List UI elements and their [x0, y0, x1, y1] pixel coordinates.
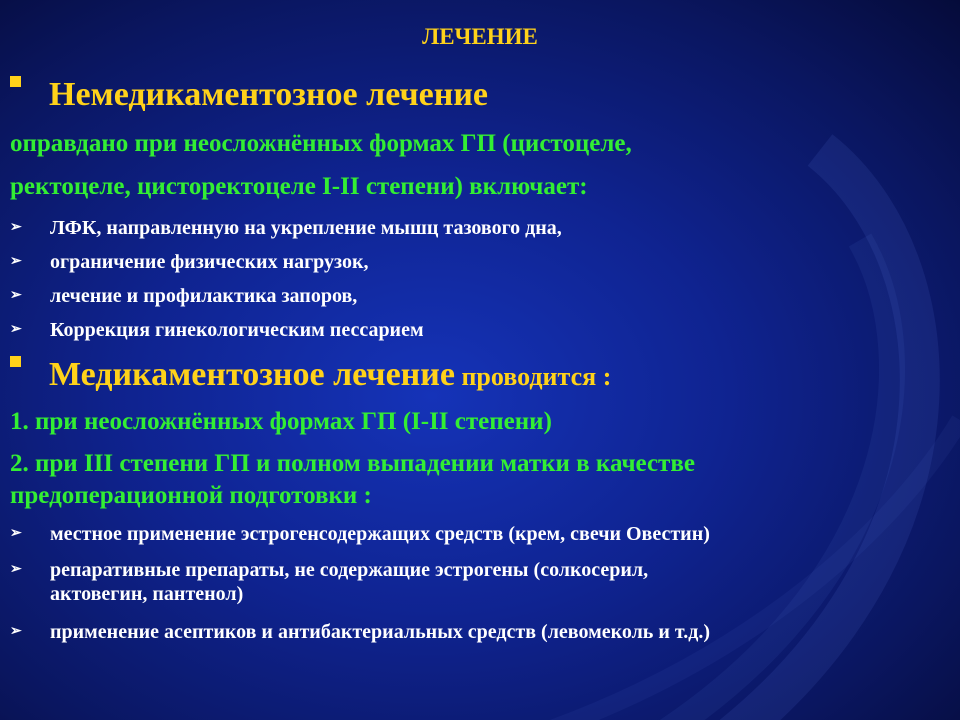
square-bullet-icon	[10, 76, 21, 87]
list-item: ➢ местное применение эстрогенсодержащих средств (крем, свечи Овестин)	[10, 523, 710, 545]
intro-line-2: ректоцеле, цисторектоцеле I-II степени) включает:	[10, 173, 588, 200]
list-item: ➢ лечение и профилактика запоров,	[10, 285, 358, 307]
section-heading-text: Медикаментозное лечение	[49, 356, 455, 393]
arrow-bullet-icon: ➢	[10, 624, 22, 639]
numbered-item-2-line-2: предоперационной подготовки :	[10, 482, 372, 509]
list-item: ➢ Коррекция гинекологическим пессарием	[10, 319, 424, 341]
arrow-bullet-icon: ➢	[10, 254, 22, 269]
numbered-item-2-line-1: 2. при III степени ГП и полном выпадении матки в качестве	[10, 450, 695, 477]
arrow-bullet-icon: ➢	[10, 220, 22, 235]
slide-title: ЛЕЧЕНИЕ	[422, 24, 538, 49]
arrow-bullet-icon: ➢	[10, 562, 22, 577]
list-item: ➢ ЛФК, направленную на укрепление мышц тазового дна,	[10, 217, 562, 239]
list-item: ➢ применение асептиков и антибактериальных средств (левомеколь и т.д.)	[10, 621, 710, 643]
list-item-continuation: актовегин, пантенол)	[50, 583, 244, 605]
section-heading-medical	[10, 356, 611, 395]
section-heading-tail: проводится :	[454, 362, 612, 391]
numbered-item-1: 1. при неосложнённых формах ГП (I-II степени)	[10, 408, 552, 435]
section-heading-text: Немедикаментозное лечение	[49, 76, 488, 113]
arrow-bullet-icon: ➢	[10, 288, 22, 303]
list-item: ➢ ограничение физических нагрузок,	[10, 251, 369, 273]
arrow-bullet-icon: ➢	[10, 322, 22, 337]
intro-line-1: оправдано при неосложнённых формах ГП (цистоцеле,	[10, 130, 632, 157]
arrow-bullet-icon: ➢	[10, 526, 22, 541]
square-bullet-icon	[10, 356, 21, 367]
section-heading-nonmedical	[10, 76, 488, 113]
list-item: ➢ репаративные препараты, не содержащие эстрогены (солкосерил, актовегин, пантенол)	[10, 559, 649, 605]
